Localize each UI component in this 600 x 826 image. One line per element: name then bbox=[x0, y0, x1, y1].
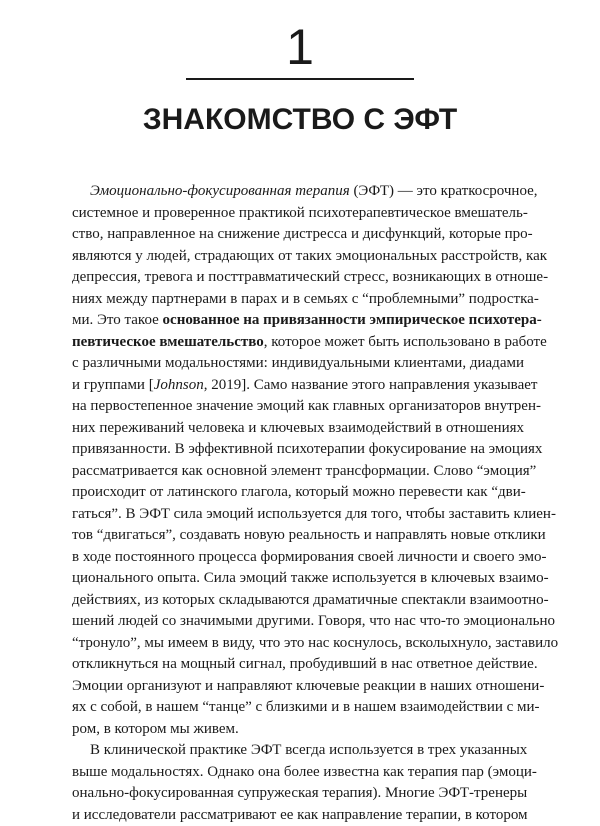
text-line: тов “двигаться”, создавать новую реальность и направлять новые отклики bbox=[72, 525, 524, 547]
text-line: ми. Это такое основанное на привязанности эмпирическое психотера- bbox=[72, 310, 524, 332]
text-line: депрессия, тревога и посттравматический стресс, возникающих в отноше- bbox=[72, 267, 524, 289]
bold-phrase: певтическое вмешательство bbox=[72, 334, 264, 350]
text-line: онально-фокусированная супружеская терапия). Многие ЭФТ-тренеры bbox=[72, 783, 524, 805]
text-line: привязанности. В эффективной психотерапии фокусирование на эмоциях bbox=[72, 439, 524, 461]
text-line: Эмоционально-фокусированная терапия (ЭФТ) — это краткосрочное, bbox=[72, 181, 524, 203]
text-line: ях с собой, в нашем “танце” с близкими и в нашем взаимодействии с ми- bbox=[72, 697, 524, 719]
text-line: ром, в котором мы живем. bbox=[72, 719, 524, 741]
paragraph-2 bbox=[72, 740, 524, 826]
paragraph-1 bbox=[72, 181, 524, 740]
text-line: “тронуло”, мы имеем в виду, что это нас коснулось, всколыхнуло, заставило bbox=[72, 633, 524, 655]
italic-term: Эмоционально-фокусированная терапия bbox=[90, 183, 350, 199]
bold-phrase: основанное на привязанности эмпирическое психотера- bbox=[163, 312, 542, 328]
text-line: действиях, из которых складываются драматичные спектакли взаимоотно- bbox=[72, 590, 524, 612]
text-line: ниях между партнерами в парах и в семьях с “проблемными” подростка- bbox=[72, 289, 524, 311]
chapter-divider bbox=[186, 78, 414, 80]
citation-author: Johnson bbox=[154, 377, 204, 393]
text-line: в ходе постоянного процесса формирования своей личности и своего эмо- bbox=[72, 547, 524, 569]
text-line: происходит от латинского глагола, который можно перевести как “дви- bbox=[72, 482, 524, 504]
text-line: ство, направленное на снижение дистресса и дисфункций, которые про- bbox=[72, 224, 524, 246]
text-line: и группами [Johnson, 2019]. Само название этого направления указывает bbox=[72, 375, 524, 397]
text-line: В клинической практике ЭФТ всегда используется в трех указанных bbox=[72, 740, 524, 762]
text-line: с различными модальностями: индивидуальными клиентами, диадами bbox=[72, 353, 524, 375]
text-line: певтическое вмешательство, которое может быть использовано в работе bbox=[72, 332, 524, 354]
body-text bbox=[72, 181, 524, 826]
chapter-title: ЗНАКОМСТВО С ЭФТ bbox=[0, 103, 600, 137]
text-line: Эмоции организуют и направляют ключевые реакции в наших отношени- bbox=[72, 676, 524, 698]
chapter-number: 1 bbox=[0, 22, 600, 72]
text-line: откликнуться на мощный сигнал, пробудивший в нас ответное действие. bbox=[72, 654, 524, 676]
text-line: системное и проверенное практикой психотерапевтическое вмешатель- bbox=[72, 203, 524, 225]
text-line: на первостепенное значение эмоций как главных организаторов внутрен- bbox=[72, 396, 524, 418]
text-line: являются у людей, страдающих от таких эмоциональных расстройств, как bbox=[72, 246, 524, 268]
text-line: гаться”. В ЭФТ сила эмоций используется для того, чтобы заставить клиен- bbox=[72, 504, 524, 526]
text-line: и исследователи рассматривают ее как направление терапии, в котором bbox=[72, 805, 524, 826]
text-line: выше модальностях. Однако она более известна как терапия пар (эмоци- bbox=[72, 762, 524, 784]
text-line: рассматривается как основной элемент трансформации. Слово “эмоция” bbox=[72, 461, 524, 483]
text-line: шений людей со значимыми другими. Говоря, что нас что-то эмоционально bbox=[72, 611, 524, 633]
text-line: них переживаний человека и ключевых взаимодействий в отношениях bbox=[72, 418, 524, 440]
text-line: ционального опыта. Сила эмоций также используется в ключевых взаимо- bbox=[72, 568, 524, 590]
